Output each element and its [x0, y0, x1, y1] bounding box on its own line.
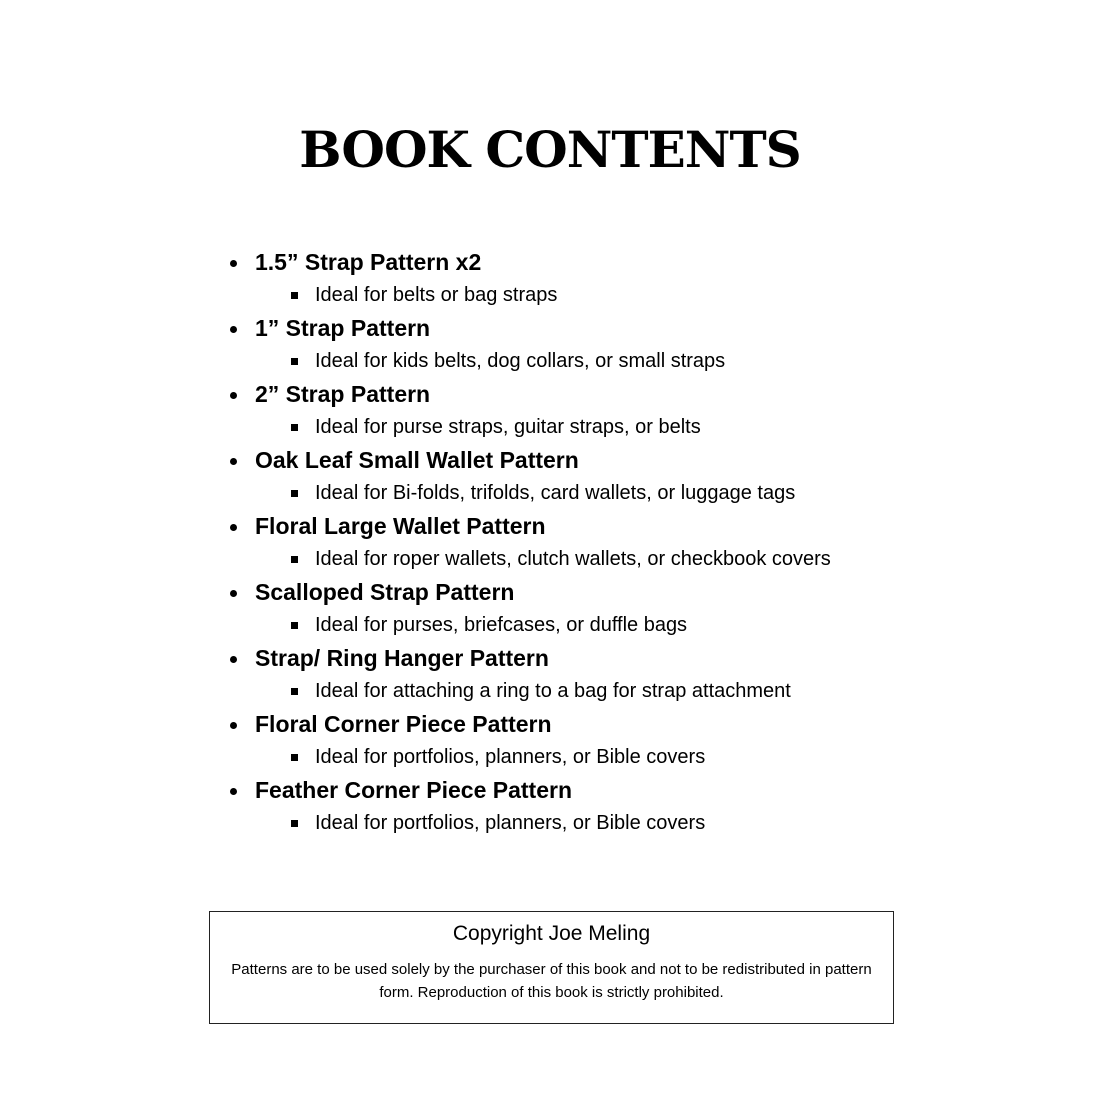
- item-heading: [228, 708, 948, 741]
- item-description: [228, 279, 948, 312]
- square-bullet-icon: [291, 688, 298, 695]
- list-item: [228, 774, 948, 840]
- item-description: [228, 807, 948, 840]
- item-description: [228, 345, 948, 378]
- square-bullet-icon: [291, 556, 298, 563]
- square-bullet-icon: [291, 820, 298, 827]
- item-title: Scalloped Strap Pattern: [255, 579, 515, 605]
- item-description: [228, 411, 948, 444]
- contents-list: [228, 246, 948, 840]
- item-title: 1” Strap Pattern: [255, 315, 431, 341]
- copyright-notice: Patterns are to be used solely by the purchaser of this book and not to be redistributed in pattern form. Reproduction of this book is strictly prohibited.: [231, 961, 872, 1001]
- list-item: [228, 576, 948, 642]
- item-heading: [228, 774, 948, 807]
- square-bullet-icon: [291, 358, 298, 365]
- item-heading: [228, 510, 948, 543]
- item-description-text: Ideal for portfolios, planners, or Bible covers: [315, 746, 706, 768]
- round-bullet-icon: [230, 788, 237, 795]
- item-heading: [228, 246, 948, 279]
- item-description-text: Ideal for kids belts, dog collars, or small straps: [315, 350, 726, 372]
- round-bullet-icon: [230, 392, 237, 399]
- item-description-text: Ideal for attaching a ring to a bag for strap attachment: [315, 680, 791, 702]
- item-heading: [228, 576, 948, 609]
- item-description-text: Ideal for portfolios, planners, or Bible covers: [315, 812, 706, 834]
- item-description: [228, 543, 948, 576]
- item-description-text: Ideal for purses, briefcases, or duffle bags: [315, 614, 688, 636]
- copyright-title: Copyright Joe Meling: [452, 922, 651, 945]
- copyright-box: [209, 911, 894, 1024]
- item-title: Floral Large Wallet Pattern: [255, 513, 546, 539]
- item-description: [228, 675, 948, 708]
- list-item: [228, 444, 948, 510]
- list-item: [228, 378, 948, 444]
- item-title: 2” Strap Pattern: [255, 381, 431, 407]
- item-description-text: Ideal for belts or bag straps: [315, 284, 558, 306]
- item-title: Floral Corner Piece Pattern: [255, 711, 552, 737]
- item-description-text: Ideal for roper wallets, clutch wallets, or checkbook covers: [315, 548, 831, 570]
- round-bullet-icon: [230, 590, 237, 597]
- item-description-text: Ideal for Bi-folds, trifolds, card wallets, or luggage tags: [315, 482, 796, 504]
- round-bullet-icon: [230, 326, 237, 333]
- list-item: [228, 642, 948, 708]
- round-bullet-icon: [230, 458, 237, 465]
- item-title: Strap/ Ring Hanger Pattern: [255, 645, 549, 671]
- round-bullet-icon: [230, 260, 237, 267]
- item-heading: [228, 312, 948, 345]
- round-bullet-icon: [230, 656, 237, 663]
- list-item: [228, 708, 948, 774]
- square-bullet-icon: [291, 292, 298, 299]
- list-item: [228, 312, 948, 378]
- list-item: [228, 510, 948, 576]
- item-heading: [228, 642, 948, 675]
- round-bullet-icon: [230, 524, 237, 531]
- list-item: [228, 246, 948, 312]
- square-bullet-icon: [291, 754, 298, 761]
- item-description-text: Ideal for purse straps, guitar straps, or belts: [315, 416, 701, 438]
- item-title: Oak Leaf Small Wallet Pattern: [255, 447, 579, 473]
- item-description: [228, 477, 948, 510]
- item-description: [228, 609, 948, 642]
- square-bullet-icon: [291, 490, 298, 497]
- item-title: 1.5” Strap Pattern x2: [255, 249, 482, 275]
- item-title: Feather Corner Piece Pattern: [255, 777, 573, 803]
- square-bullet-icon: [291, 424, 298, 431]
- item-heading: [228, 444, 948, 477]
- page-title: BOOK CONTENTS: [299, 120, 801, 179]
- item-heading: [228, 378, 948, 411]
- square-bullet-icon: [291, 622, 298, 629]
- round-bullet-icon: [230, 722, 237, 729]
- item-description: [228, 741, 948, 774]
